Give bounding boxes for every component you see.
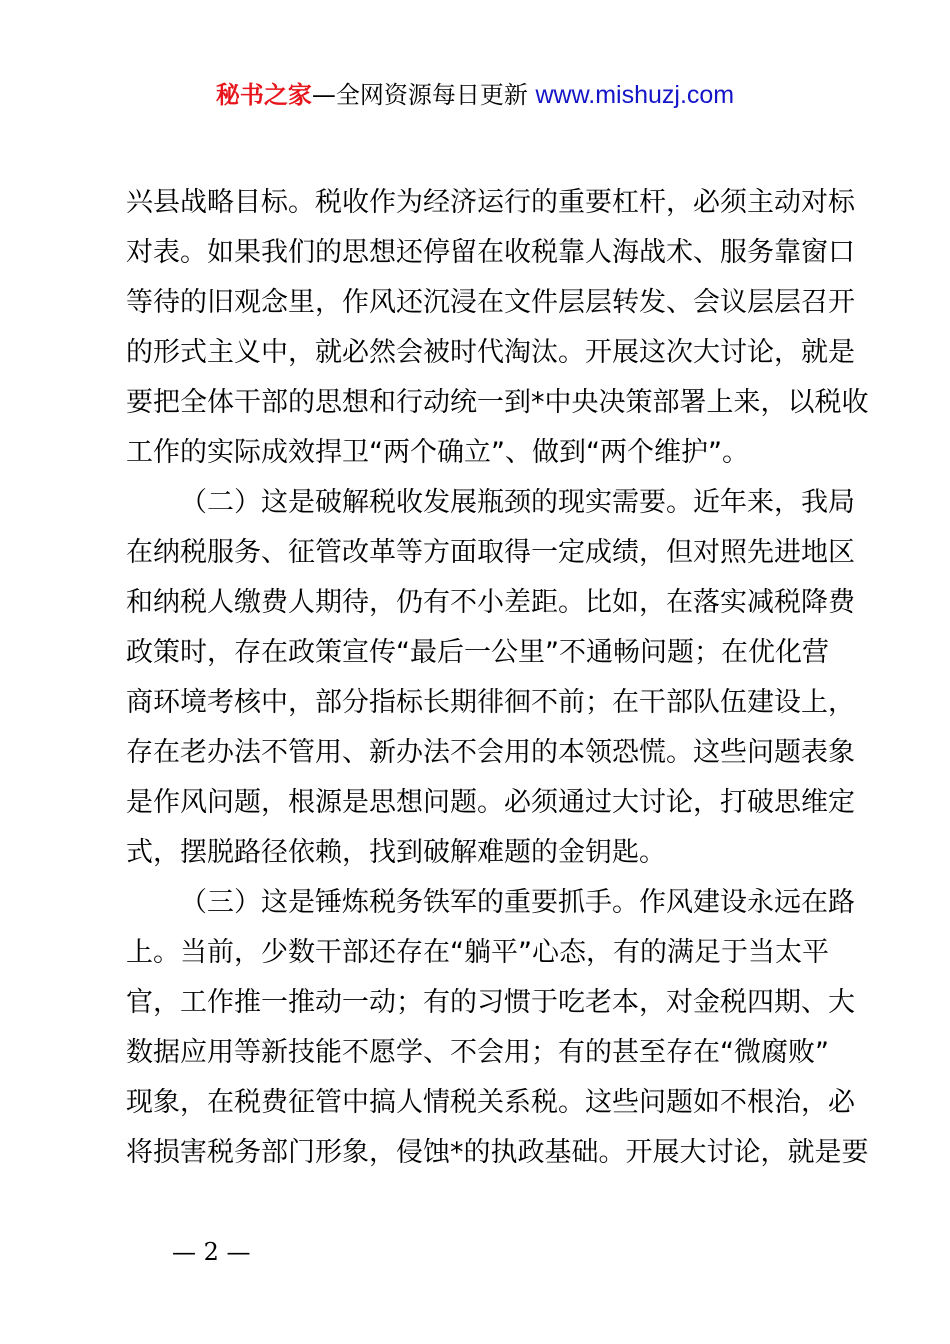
text-line: 上。当前，少数干部还存在“躺平”心态，有的满足于当太平: [126, 937, 829, 968]
text-line: 式，摆脱路径依赖，找到破解难题的金钥匙。: [126, 837, 666, 868]
text-line: 商环境考核中，部分指标长期徘徊不前；在干部队伍建设上，: [126, 687, 855, 718]
text-line: 和纳税人缴费人期待，仍有不小差距。比如，在落实减税降费: [126, 587, 855, 618]
text-line: 对表。如果我们的思想还停留在收税靠人海战术、服务靠窗口: [126, 237, 855, 268]
text-line: 数据应用等新技能不愿学、不会用；有的甚至存在“微腐败”: [126, 1037, 829, 1068]
site-url-link[interactable]: www.mishuzj.com: [535, 81, 735, 109]
brand-name: 秘书之家: [215, 81, 312, 109]
text-line: 等待的旧观念里，作风还沉浸在文件层层转发、会议层层召开: [126, 287, 855, 318]
paragraph-first-line: （二）这是破解税收发展瓶颈的现实需要。近年来，我局: [180, 487, 855, 518]
text-line: 存在老办法不管用、新办法不会用的本领恐慌。这些问题表象: [126, 737, 855, 768]
text-line: 现象，在税费征管中搞人情税关系税。这些问题如不根治，必: [126, 1087, 855, 1118]
text-line: 在纳税服务、征管改革等方面取得一定成绩，但对照先进地区: [126, 537, 855, 568]
document-body: [126, 178, 869, 1178]
text-line: 兴县战略目标。税收作为经济运行的重要杠杆，必须主动对标: [126, 187, 855, 218]
text-line: 政策时，存在政策宣传“最后一公里”不通畅问题；在优化营: [126, 637, 829, 668]
text-line: 将损害税务部门形象，侵蚀*的执政基础。开展大讨论，就是要: [126, 1137, 869, 1168]
text-line: 官，工作推一推动一动；有的习惯于吃老本，对金税四期、大: [126, 987, 855, 1018]
header-slogan: —全网资源每日更新: [311, 81, 536, 109]
page-number: — 2 —: [172, 1238, 251, 1266]
paragraph-first-line: （三）这是锤炼税务铁军的重要抓手。作风建设永远在路: [180, 887, 855, 918]
text-line: 是作风问题，根源是思想问题。必须通过大讨论，打破思维定: [126, 787, 855, 818]
text-line: 的形式主义中，就必然会被时代淘汰。开展这次大讨论，就是: [126, 337, 855, 368]
text-line: 要把全体干部的思想和行动统一到*中央决策部署上来，以税收: [126, 387, 869, 418]
text-line: 工作的实际成效捍卫“两个确立”、做到“两个维护”。: [126, 437, 749, 468]
site-header: [0, 78, 950, 112]
